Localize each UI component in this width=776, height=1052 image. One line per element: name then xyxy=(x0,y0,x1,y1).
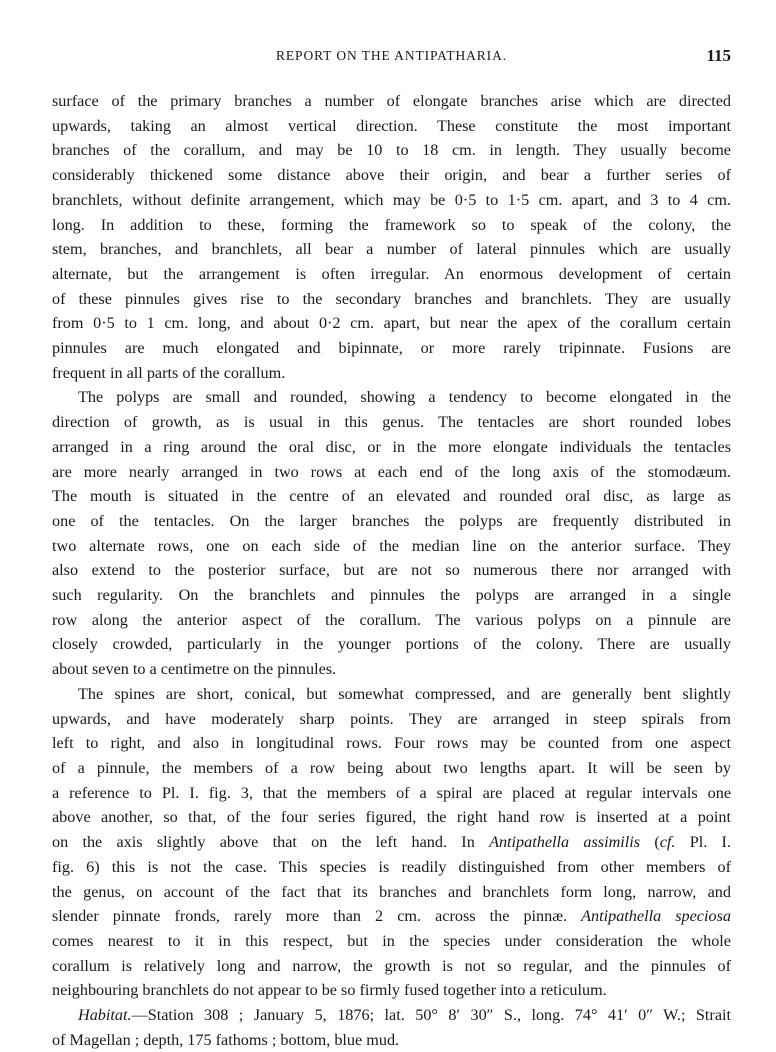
text-line: the genus, on account of the fact that its branches and branchlets form long, narrow, and xyxy=(52,882,731,901)
body-text xyxy=(52,89,731,1052)
text-segment: slender pinnate fronds, rarely more than 2 cm. across the pinnæ. xyxy=(52,907,582,926)
text-line: also extend to the posterior surface, but are not so numerous there nor arranged with xyxy=(52,561,731,580)
text-line: two alternate rows, one on each side of the median line on the anterior surface. They xyxy=(52,536,731,555)
text-line: from 0·5 to 1 cm. long, and about 0·2 cm. apart, but near the apex of the corallum certain xyxy=(52,314,731,333)
text-line: fig. 6) this is not the case. This species is readily distinguished from other members of xyxy=(52,857,731,876)
paragraph-spines xyxy=(52,682,731,1003)
text-line: such regularity. On the branchlets and pinnules the polyps are arranged in a single xyxy=(52,586,731,605)
text-line: surface of the primary branches a number of elongate branches arise which are directed xyxy=(52,92,731,110)
species-name: Antipathella speciosa xyxy=(581,907,731,926)
text-line xyxy=(52,904,731,929)
text-line: frequent in all parts of the corallum. xyxy=(52,363,286,382)
paragraph-habitat xyxy=(52,1003,731,1052)
species-name: Antipathella assimilis xyxy=(489,833,641,852)
text-segment: Pl. I. xyxy=(675,833,731,852)
text-line: closely crowded, particularly in the younger portions of the colony. There are usually xyxy=(52,635,731,654)
paragraph-polyps xyxy=(52,385,731,681)
text-line: comes nearest to it in this respect, but in the species under consideration the whole xyxy=(52,931,731,950)
text-segment: ( xyxy=(640,833,660,852)
text-line: arranged in a ring around the oral disc, or in the more elongate individuals the tentacles xyxy=(52,437,731,456)
paragraph-corallum-structure xyxy=(52,89,731,385)
habitat-label: Habitat. xyxy=(78,1006,132,1025)
text-line: branchlets, without definite arrangement, which may be 0·5 to 1·5 cm. apart, and 3 to 4 cm. xyxy=(52,190,731,209)
text-line: are more nearly arranged in two rows at each end of the long axis of the stomodæum. xyxy=(52,462,731,481)
page-number: 115 xyxy=(706,46,731,65)
text-line: one of the tentacles. On the larger branches the polyps are frequently distributed in xyxy=(52,511,731,530)
text-line: of a pinnule, the members of a row being about two lengths apart. It will be seen by xyxy=(52,758,731,777)
text-line: The spines are short, conical, but somewhat compressed, and are generally bent slightly xyxy=(78,684,731,703)
cf-abbreviation: cf. xyxy=(659,833,676,852)
text-line: alternate, but the arrangement is often irregular. An enormous development of certain xyxy=(52,264,731,283)
text-line: upwards, and have moderately sharp points. They are arranged in steep spirals from xyxy=(52,709,731,728)
text-line: long. In addition to these, forming the framework so to speak of the colony, the xyxy=(52,215,731,234)
text-line xyxy=(52,1003,731,1028)
text-line: of these pinnules gives rise to the secondary branches and branchlets. They are usually xyxy=(52,289,731,308)
running-title: REPORT ON THE ANTIPATHARIA. xyxy=(275,48,507,63)
text-line: about seven to a centimetre on the pinnules. xyxy=(52,660,337,679)
habitat-details: —Station 308 ; January 5, 1876; lat. 50° 8′ 30″ S., long. 74° 41′ 0″ W.; Strait xyxy=(131,1006,731,1025)
text-line: row along the anterior aspect of the corallum. The various polyps on a pinnule are xyxy=(52,610,731,629)
text-line: pinnules are much elongated and bipinnate, or more rarely tripinnate. Fusions are xyxy=(52,339,731,358)
text-line: direction of growth, as is usual in this genus. The tentacles are short rounded lobes xyxy=(52,413,731,432)
running-header xyxy=(52,46,731,68)
text-line: a reference to Pl. I. fig. 3, that the members of a spiral are placed at regular intervals one xyxy=(52,783,731,802)
text-line xyxy=(52,830,731,855)
text-line: branches of the corallum, and may be 10 to 18 cm. in length. They usually become xyxy=(52,141,731,160)
text-line: considerably thickened some distance above their origin, and bear a further series of xyxy=(52,166,731,185)
text-line: corallum is relatively long and narrow, the growth is not so regular, and the pinnules of xyxy=(52,956,731,975)
text-line: stem, branches, and branchlets, all bear a number of lateral pinnules which are usually xyxy=(52,240,731,259)
text-line: of Magellan ; depth, 175 fathoms ; bottom, blue mud. xyxy=(52,1030,400,1049)
text-line: The mouth is situated in the centre of an elevated and rounded oral disc, as large as xyxy=(52,487,731,506)
text-line: upwards, taking an almost vertical direction. These constitute the most important xyxy=(52,116,731,135)
text-line: neighbouring branchlets do not appear to be so firmly fused together into a reticulum. xyxy=(52,981,607,1000)
text-line: The polyps are small and rounded, showing a tendency to become elongated in the xyxy=(78,388,731,407)
text-segment: on the axis slightly above that on the left hand. In xyxy=(52,833,490,852)
text-line: above another, so that, of the four series figured, the right hand row is inserted at a point xyxy=(52,808,731,827)
text-line: left to right, and also in longitudinal rows. Four rows may be counted from one aspect xyxy=(52,734,731,753)
